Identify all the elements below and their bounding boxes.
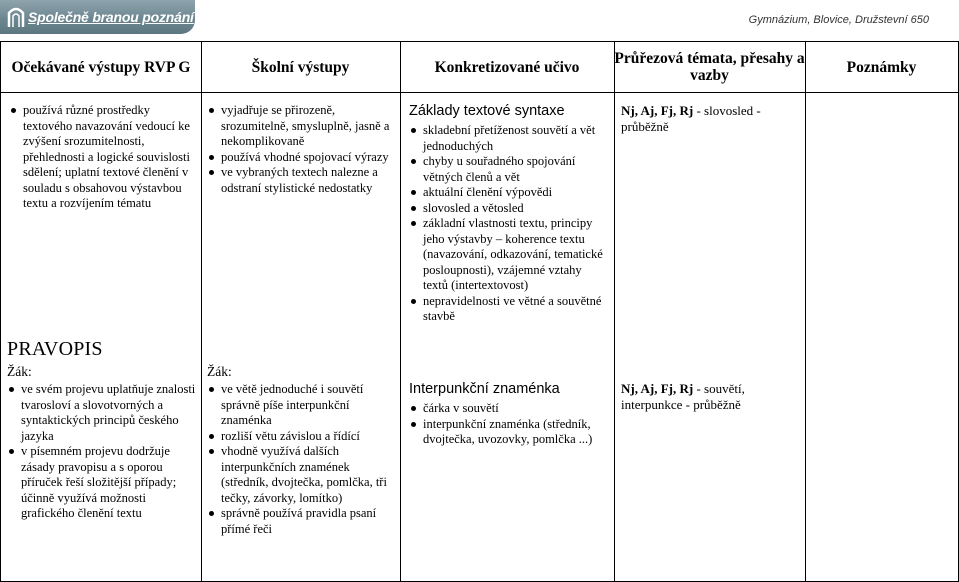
row2-content [409,381,609,448]
list-item: ve vybraných textech nalezne a odstraní stylistické nedostatky [207,165,395,196]
topic-title: Interpunkční znaménka [409,381,560,397]
header-notes: Poznámky [846,58,917,76]
row1-expected-outputs [9,103,195,212]
row2-expected-outputs [7,364,197,522]
list-item: používá vhodné spojovací výrazy [207,150,395,166]
crosscut-tags: Nj, Aj, Fj, Rj [621,381,694,396]
crosscut-text: - souvětí, interpunkce - průběžně [621,381,745,412]
header-content: Konkretizované učivo [434,58,580,76]
crosscut-tags: Nj, Aj, Fj, Rj [621,103,694,118]
list-item: ve větě jednoduché i souvětí správně píše interpunkční znaménka [207,382,395,429]
row2-school-outputs [207,364,395,537]
student-label: Žák: [7,364,32,379]
school-info: Gymnázium, Blovice, Družstevní 650 [748,14,929,26]
list-item: čárka v souvětí [409,401,609,417]
student-label: Žák: [207,364,232,379]
curriculum-table [0,41,959,582]
row1-content [409,103,609,325]
topic-title: Základy textové syntaxe [409,103,565,119]
list-item: základní vlastnosti textu, principy jeho výstavby – koherence textu (navazování, odkazování, tematické posloupnosti), vzájemné vztahy textů (intertextovost) [409,216,609,294]
row2-crosscut [621,381,801,413]
list-item: správně používá pravidla psaní přímé řeči [207,506,395,537]
list-item: používá různé prostředky textového navazování vedoucí ke zvýšení srozumitelnosti, přehlednosti a logické souvislosti sdělení; uplatní textové členění v souladu s obsahovou výstavbou textu a rozvíjením tématu [9,103,195,212]
list-item: slovosled a větosled [409,201,609,217]
logo-banner [0,0,195,34]
list-item: vhodně využívá dalších interpunkčních znamének (středník, dvojtečka, pomlčka, tři tečky, závorky, lomítko) [207,444,395,506]
list-item: aktuální členění výpovědi [409,185,609,201]
list-item: skladební přetíženost souvětí a vět jednoduchých [409,123,609,154]
header-school-outputs: Školní výstupy [251,58,350,76]
list-item: chyby u souřadného spojování větných členů a vět [409,154,609,185]
list-item: nepravidelnosti ve větné a souvětné stavbě [409,294,609,325]
list-item: interpunkční znaménka (středník, dvojtečka, uvozovky, pomlčka ...) [409,417,609,448]
row1-crosscut [621,103,801,135]
list-item: rozliší větu závislou a řídící [207,429,395,445]
header-crosscut: Průřezová témata, přesahy a vazby [614,50,805,84]
list-item: vyjadřuje se přirozeně, srozumitelně, smysluplně, jasně a nekomplikovaně [207,103,395,150]
logo-text: Společně branou poznání [28,9,194,25]
crosscut-text: - slovosled - průběžně [621,103,761,134]
gate-logo-icon [7,6,25,28]
header-expected-outputs: Očekávané výstupy RVP G [11,58,191,76]
list-item: v písemném projevu dodržuje zásady pravopisu a s oporou příruček řeší složitější případy; účinně využívá možnosti grafického členění textu [7,444,197,522]
section-title: PRAVOPIS [7,338,103,360]
row1-school-outputs [207,103,395,196]
list-item: ve svém projevu uplatňuje znalosti tvarosloví a slovotvorných a syntaktických principů českého jazyka [7,382,197,444]
